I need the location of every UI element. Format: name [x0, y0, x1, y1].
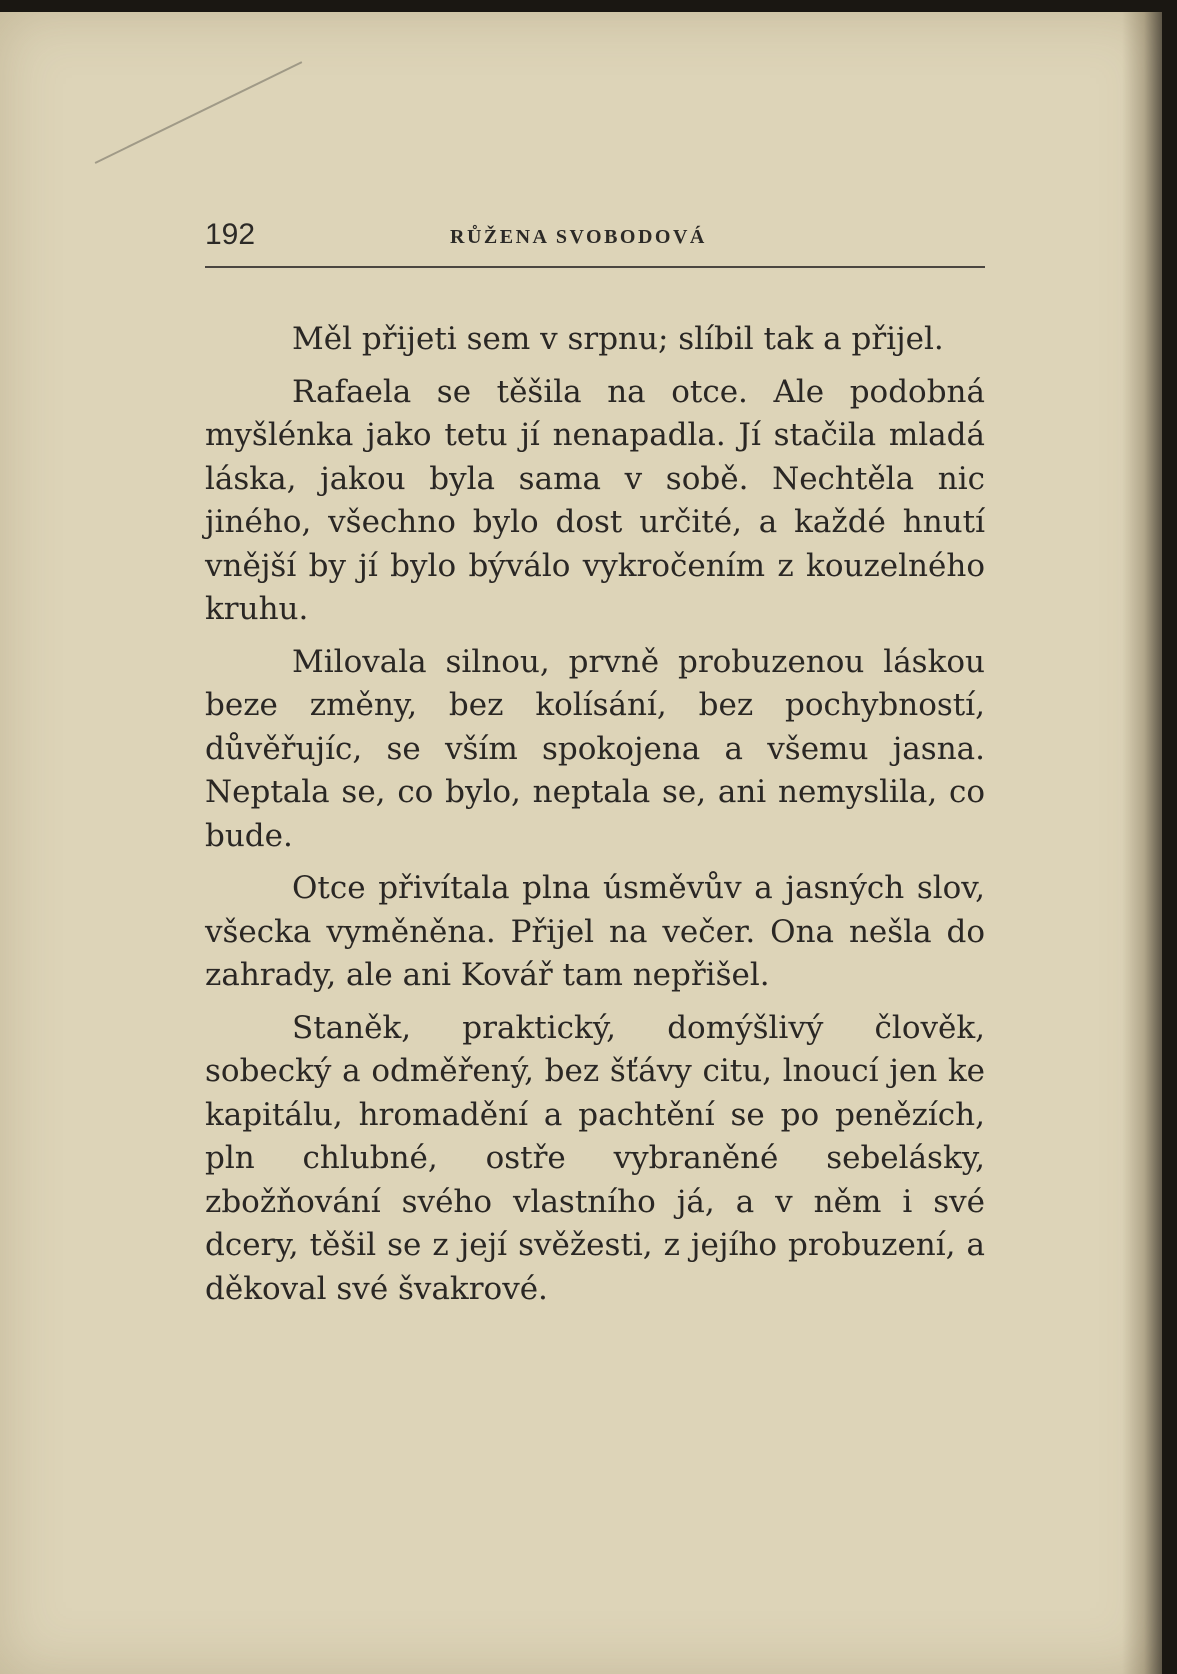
- paragraph: Otce přivítala plna úsměvův a jasných slov, všecka vyměněna. Přijel na večer. Ona nešla do zahrady, ale ani Kovář tam nepřišel.: [205, 870, 985, 993]
- paragraph: Staněk, praktický, domýšlivý člověk, sobecký a odměřený, bez šťávy citu, lnoucí jen ke kapitálu, hromadění a pachtění se po penězích, pln chlubné, ostře vybraněné sebelásky, zbožňování svého vlastního já, a v něm i své dcery, těšil se z její svěžesti, z jejího probuzení, a děkoval své švakrové.: [205, 1009, 985, 1307]
- header-rule: [205, 266, 985, 268]
- page-number: 192: [205, 218, 256, 251]
- body-text: [205, 318, 985, 1320]
- page-spine-shadow: [1122, 12, 1162, 1674]
- page-header: [205, 218, 985, 258]
- pencil-mark: [95, 61, 302, 163]
- paragraph: Měl přijeti sem v srpnu; slíbil tak a přijel.: [292, 321, 944, 357]
- paragraph: Rafaela se těšila na otce. Ale podobná myšlénka jako tetu jí nenapadla. Jí stačila mladá láska, jakou byla sama v sobě. Nechtěla nic jiného, všechno bylo dost určité, a každé hnutí vnější by jí bylo býválo vykročením z kouzelného kruhu.: [205, 373, 985, 627]
- running-head: RŮŽENA SVOBODOVÁ: [450, 226, 707, 248]
- paragraph: Milovala silnou, prvně probuzenou láskou beze změny, bez kolísání, bez pochybností, důvěřujíc, se vším spokojena a všemu jasna. Neptala se, co bylo, neptala se, ani nemyslila, co bude.: [205, 643, 985, 854]
